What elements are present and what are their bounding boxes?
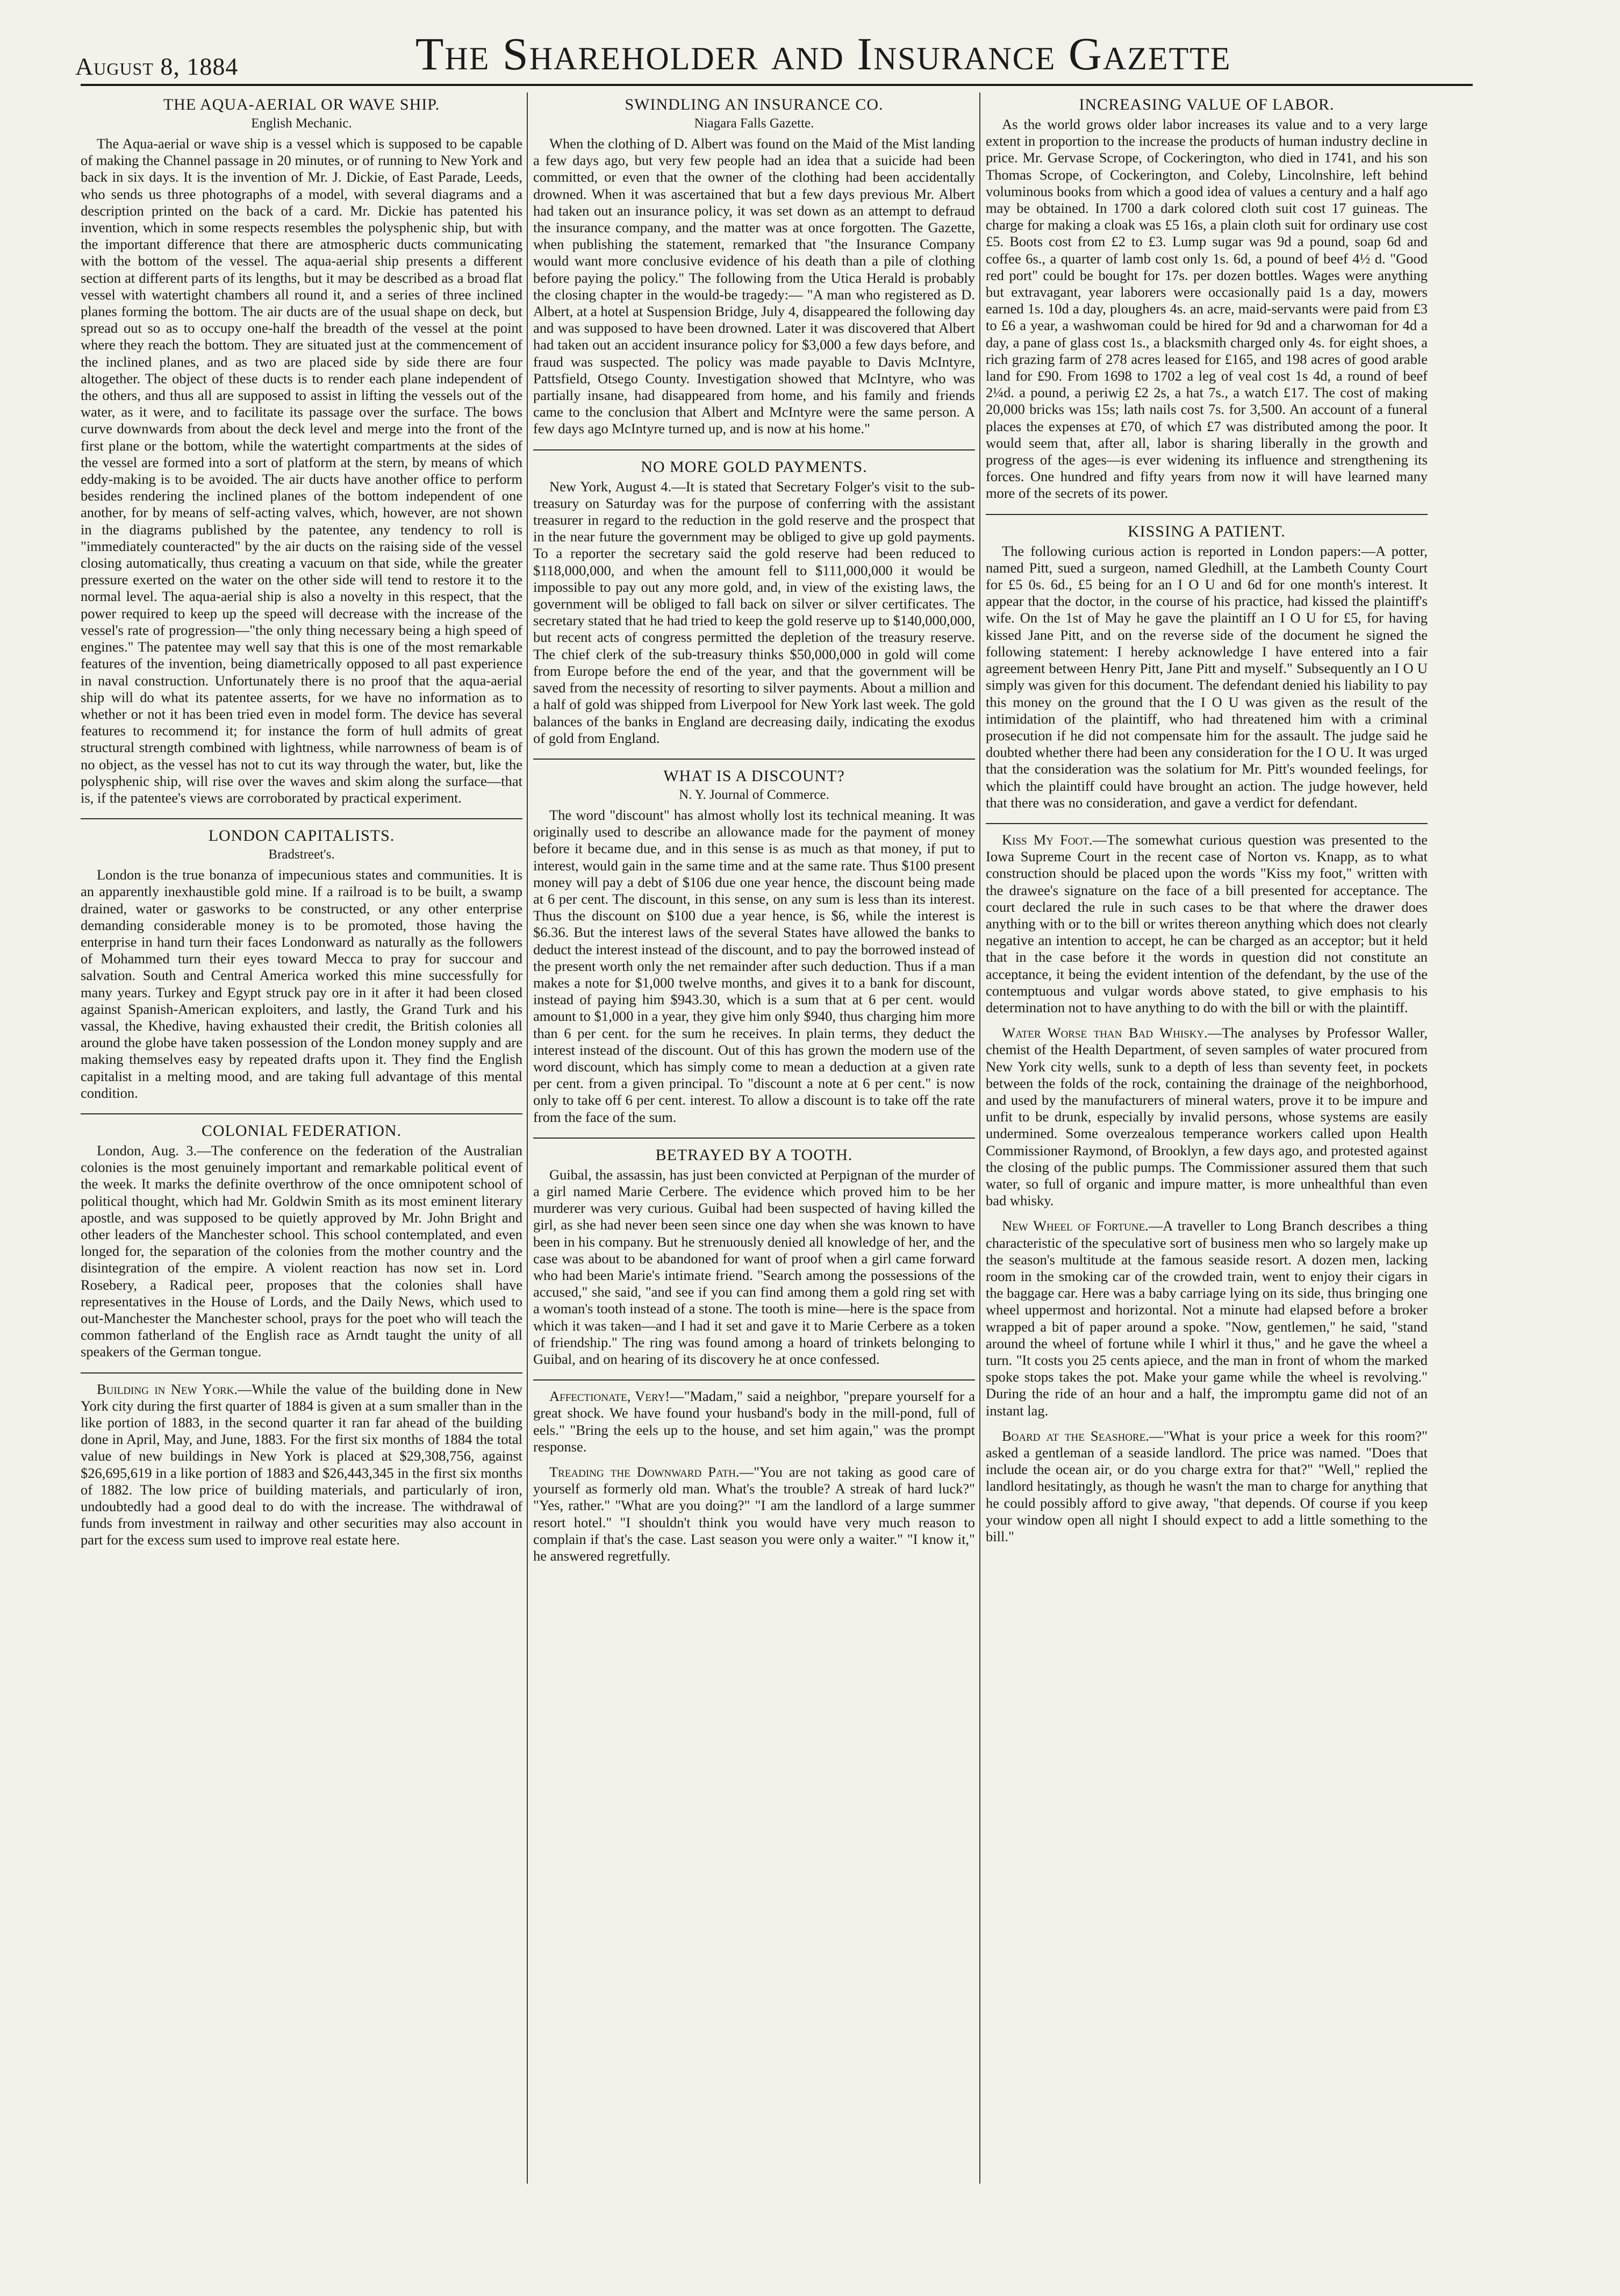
short-paragraph <box>986 832 1428 1016</box>
short-lead: Water Worse than Bad Whisky. <box>1002 1025 1208 1041</box>
article-colonial-federation <box>81 1122 522 1361</box>
article-source: Bradstreet's. <box>268 847 335 862</box>
short-kiss-my-foot <box>986 832 1428 1016</box>
article-london-capitalists <box>81 827 522 1101</box>
short-paragraph <box>986 1025 1428 1209</box>
article-title: COLONIAL FEDERATION. <box>201 1121 402 1140</box>
short-downward-path <box>533 1464 975 1564</box>
masthead <box>75 22 1473 81</box>
short-lead: Building in New York. <box>97 1381 238 1397</box>
article-body: Guibal, the assassin, has just been convicted at Perpignan of the murder of a girl named Marie Cerbere. The evidence which proved him to be her murderer was very curious. Guibal had been suspected of having killed the girl, as she had never been seen since one day when she was known to have been in his company. But he strenuously denied all knowledge of her, and the case was about to be abandoned for want of proof when a girl came forward who had been Marie's intimate friend. "Search among the possessions of the accused," she said, "and see if you can find among them a gold ring set with a woman's tooth instead of a stone. The tooth is mine—here is the space from which it was taken—and I had it set and gave it to Marie Cerbere as a token of friendship." The ring was found among a hoard of trinkets belonging to Guibal, and on hearing of its discovery he at once confessed. <box>533 1166 975 1367</box>
article-separator <box>533 1379 975 1381</box>
article-body: London, Aug. 3.—The conference on the federation of the Australian colonies is the most genuinely important and remarkable political event of the week. It marks the definite overthrow of the once omnipotent school of political thought, which had Mr. Goldwin Smith as its most eminent literary apostle, and was supposed to be quietly approved by Mr. John Bright and other leaders of the Manchester school. This school contemplated, and even longed for, the separation of the colonies from the mother country and the disintegration of the empire. A violent reaction has now set in. Lord Rosebery, a Radical peer, proposes that the colonies shall have representatives in the House of Lords, and the Daily News, which used to out-Manchester the Manchester school, prays for the poet who will teach the common fatherland of the English race as Arndt taught the unity of all speakers of the German tongue. <box>81 1142 522 1360</box>
short-lead: New Wheel of Fortune. <box>1002 1218 1149 1234</box>
article-wave-ship <box>81 96 522 806</box>
short-body: —A traveller to Long Branch describes a thing characteristic of the speculative sort of business men who so largely make up the season's multitude at the famous seaside resort. A dozen men, lacking room in the smoking car of the crowded train, went to enjoy their cigars in the baggage car. Here was a baby carriage lying on its side, thus bringing one wheel uppermost and horizontal. Not a minute had elapsed before a broker wrapped a bit of paper around a spoke. "Now, gentlemen," he said, "stand around the wheel of fortune while I whirl it thus," and he gave the wheel a turn. "It costs you 25 cents apiece, and the man in front of whom the marked spoke stops takes the pot. Make your game while the wheel is revolving." During the ride of an hour and a half, the impromptu game did not of an instant lag. <box>986 1218 1428 1419</box>
article-separator <box>986 514 1428 515</box>
article-discount <box>533 767 975 1126</box>
article-body: The word "discount" has almost wholly lost its technical meaning. It was originally used to describe an allowance made for the payment of money before it became due, and in this sense is as much as that money, if put to interest, would gain in the same time and at the same rate. Thus $100 present money will pay a debt of $106 due one year hence, the discount being made at 6 per cent. The discount, in this sense, on any sum is less than its interest. Thus the discount on $100 due a year hence, is $6, while the interest is $6.36. But the interest laws of the several States have allowed the banks to deduct the interest instead of the discount, and to pay the borrowed instead of the present worth only the net remainder after such deduction. Thus if a man makes a note for $1,000 twelve months, and gives it to a bank for discount, instead of paying him $943.30, which is a sum that at 6 per cent. would amount to $1,000 in a year, they give him only $940, thus charging him more than 6 per cent. for the sum he receives. In plain terms, they deduct the interest instead of the discount. Out of this has grown the modern use of the word discount, which has simply come to mean a deduction at a given rate per cent. from a given principal. To "discount a note at 6 per cent." is now only to take off 6 per cent. interest. To allow a discount is to take off the rate from the face of the sum. <box>533 806 975 1125</box>
short-paragraph <box>533 1388 975 1455</box>
article-body: The following curious action is reported in London papers:—A potter, named Pitt, sued a surgeon, named Gledhill, at the Lambeth County Court for £5 0s. 6d., £5 being for an I O U and 6d for one month's interest. It appear that the doctor, in the course of his practice, had kissed the plaintiff's wife. On the 1st of May he gave the plaintiff an I O U for £5, for having kissed Jane Pitt, and on the reverse side of the document he signed the following statement: I hereby acknowledge I have entered into a fair agreement between Henry Pitt, Jane Pitt and myself." Subsequently an I O U simply was given for this document. The defendant denied his liability to pay this money on the ground that the I O U was given as the result of the intimidation of the plaintiff, who had threatened him with a criminal prosecution if he did not compensate him for the assault. The judge said he doubted whether there had been any consideration for the I O U. It was urged that the consideration was the solatium for Mr. Pitt's wounded feelings, for which the plaintiff could have brought an action. The judge however, held that there was no consideration, and gave a verdict for defendant. <box>986 542 1428 811</box>
article-body: When the clothing of D. Albert was found on the Maid of the Mist landing a few days ago, but very few people had an idea that a suicide had been committed, or even that the owner of the clothing had been accidentally drowned. When it was ascertained that but a few days previous Mr. Albert had taken out an insurance policy, it was set down as an attempt to defraud the insurance company, and the matter was at once forgotten. The Gazette, when publishing the statement, remarked that "the Insurance Company would want more conclusive evidence of his death than a pile of clothing before paying the policy." The following from the Utica Herald is probably the closing chapter in the would-be tragedy:— "A man who registered as D. Albert, at a hotel at Suspension Bridge, July 4, disappeared the following day and was supposed to have been drowned. Later it was discovered that Albert had taken out an accident insurance policy for $3,000 a few days before, and fraud was suspected. The policy was made payable to Davis McIntyre, Pattsfield, Otsego County. Investigation showed that McIntyre, who was partially insane, had disappeared from home, and his family and friends came to the conclusion that Albert and McIntyre were the same person. A few days ago McIntyre turned up, and is now at his home." <box>533 135 975 437</box>
short-body: —While the value of the building done in New York city during the first quarter of 1884 is given at a sum smaller than in the like portion of 1883, in the second quarter it ran far ahead of the building done in April, May, and June, 1883. For the first six months of 1884 the total value of new buildings in New York is placed at $29,308,756, against $26,695,619 in a like portion of 1883 and $26,443,345 in the first six months of 1882. The low price of building materials, and particularly of iron, undoubtedly had a good deal to do with the increase. The withdrawal of funds from investment in railway and other securities may also account in part for the excess sum used to improve real estate here. <box>81 1381 522 1548</box>
article-source: English Mechanic. <box>251 116 352 131</box>
article-body: New York, August 4.—It is stated that Secretary Folger's visit to the sub-treasury on Saturday was for the purpose of conferring with the assistant treasurer in regard to the reduction in the gold reserve and the prospect that in the near future the government may be obliged to give up gold payments. To a reporter the secretary said the gold reserve had been reduced to $118,000,000, and when the amount fell to $111,000,000 it would be impossible to pay out any more gold, and, in view of the existing laws, the government will be obliged to fall back on silver or silver certificates. The secretary stated that he had tried to keep the gold reserve up to $140,000,000, but recent acts of congress permitted the depletion of the treasury reserve. The chief clerk of the sub-treasury thinks $50,000,000 in gold will come from Europe before the end of the year, and that the government will be saved from the necessity of resorting to silver payments. About a million and a half of gold was shipped from Liverpool for New York last week. The gold balances of the banks in England are decreasing daily, indicating the exodus of gold from England. <box>533 478 975 746</box>
article-title: SWINDLING AN INSURANCE CO. <box>625 96 884 113</box>
short-paragraph <box>986 1428 1428 1545</box>
article-body: The Aqua-aerial or wave ship is a vessel which is supposed to be capable of making the Channel passage in 20 minutes, or of running to New York and back in six days. It is the invention of Mr. J. Dickie, of East Parade, Leeds, who sends us three photographs of a model, with several diagrams and a description printed on the back of a card. Mr. Dickie has patented his invention, which in some respects resembles the polysphenic ship, but with the important difference that there are atmospheric ducts communicating with the bottom of the vessel. The aqua-aerial ship presents a different section at different parts of its lengths, but it may be described as a broad flat vessel with watertight chambers all round it, and a series of three inclined planes forming the bottom. The air ducts are of the usual shape on deck, but spread out so as to occupy one-half the breadth of the vessel at the point where they reach the bottom. They are situated just at the commencement of the inclined planes, and as two are placed side by side there are four altogether. The object of these ducts is to render each plane independent of the others, and thus all are supposed to assist in lifting the vessels out of the water, as it were, and to facilitate its passage over the surface. The bows curve downwards from about the deck level and merge into the front of the first plane or the bottom, while the watertight compartments at the sides of the vessel are formed into a sort of platform at the stern, by means of which eddy-making is to be avoided. The air ducts have another office to perform besides rendering the inclined planes of the bottom independent of one another, for by means of self-acting valves, which, however, are not shown in the diagrams published by the patentee, any tendency to roll is "immediately counteracted" by the air ducts on the raising side of the vessel closing automatically, thus creating a vacuum on that side, while the greater pressure exerted on the water on the other side will tend to restore it to the normal level. The aqua-aerial ship is also a novelty in this respect, that the power required to keep up the speed will decrease with the increase of the vessel's rate of progression—"the only thing necessary being a high speed of engines." The patentee may well say that this is one of the most remarkable features of the invention, being diametrically opposed to all past experience in naval construction. Unfortunately there is no proof that the aqua-aerial ship will do what its patentee asserts, for we have no information as to whether or not it has been tried even in model form. The device has several features to recommend it; for instance the form of hull admits of great structural strength combined with lightness, while narrowness of beam is of no object, as the vessel has not to cut its way through the water, but, like the polysphenic ship, will rise over the waves and skim along the surface—that is, if the patentee's views are corroborated by practical experiment. <box>81 135 522 806</box>
column-2 <box>533 92 975 2184</box>
column-3 <box>986 92 1428 2184</box>
article-separator <box>81 818 522 819</box>
short-body: —"What is your price a week for this room?" asked a gentleman of a seaside landlord. The price was named. "Does that include the ocean air, or do you charge extra for that?" "Well," replied the landlord hesitatingly, as though he wasn't the man to charge for anything that he could possibly afford to give away, "that depends. Of course if you keep your window open all night I should expect to add a little something to the bill." <box>986 1427 1428 1545</box>
short-paragraph <box>986 1218 1428 1419</box>
article-value-of-labor <box>986 96 1428 502</box>
issue-date: August 8, 1884 <box>75 53 239 80</box>
masthead-rule <box>81 84 1473 86</box>
article-separator <box>81 1372 522 1374</box>
column-1 <box>81 92 522 2184</box>
short-body: —The somewhat curious question was presented to the Iowa Supreme Court in the recent case of Norton vs. Knapp, as to what construction should be placed upon the words "Kiss my foot," written with the drawee's signature on the face of a bill presented for acceptance. The court declared the rule in such cases to be that where the drawer does anything with or to the bill or writes thereon anything which does not clearly negative an intention to accept, he can be charged as an acceptor; but it held that in the case before it the words in question did not constitute an acceptance, it being the evident intention of the defendant, by the use of the contemptuous and vulgar words above stated, to give emphasis to his determination not to have anything to do with the bill or with the plaintiff. <box>986 831 1428 1015</box>
article-title: LONDON CAPITALISTS. <box>208 827 395 845</box>
article-title: BETRAYED BY A TOOTH. <box>655 1146 853 1164</box>
article-title: THE AQUA-AERIAL OR WAVE SHIP. <box>163 96 440 113</box>
column-divider <box>527 92 528 2184</box>
article-separator <box>986 823 1428 824</box>
article-title: KISSING A PATIENT. <box>1128 522 1286 540</box>
article-body: As the world grows older labor increases its value and to a very large extent in proportion to the increase the products of human industry decline in price. Mr. Gervase Scrope, of Cockerington, who died in 1741, and his son Thomas Scrope, of Cockerington, and Coleby, Lincolnshire, left behind voluminous books from which a good idea of values a century and a half ago may be obtained. In 1700 a dark colored cloth suit cost 17 guineas. The charge for making a cloak was £5 16s, a plain cloth suit for ordinary use cost £5. Boots cost from £2 to £3. Lump sugar was 9d a pound, soap 6d and coffee 6s., a quarter of lamb cost only 1s. 6d, a pound of beef 4½ d. "Good red port" could be bought for 17s. per dozen bottles. Wages were anything but extravagant, year laborers were occasionally paid 1s a day, mowers earned 1s. 10d a day, ploughers 4s. an acre, maid-servants were paid from £3 to £6 a year, a washwoman could be hired for 9d and a charwoman for 4d a day, a pane of glass cost 1s., a blacksmith charged only 4s. for eight shoes, a rich grazing farm of 278 acres leased for £165, and 198 acres of good arable land for £90. From 1698 to 1702 a leg of veal cost 1s 4d, a round of beef 2¼d. a pound, a periwig £2 2s, a hat 7s., a watch £17. The cost of making 20,000 bricks was 15s; lath nails cost 7s. for 3,500. An account of a funeral places the expenses at £70, of which £7 was distributed among the poor. It would seem that, after all, labor is sharing liberally in the growth and progress of the ages—is ever widening its influence and strengthening its forces. One hundred and fifty years from now it will have learned many more of the secrets of its power. <box>986 116 1428 502</box>
newspaper-title: The Shareholder and Insurance Gazette <box>415 28 1231 80</box>
short-building-new-york <box>81 1381 522 1549</box>
article-kissing-patient <box>986 523 1428 811</box>
article-title: INCREASING VALUE OF LABOR. <box>1079 96 1335 113</box>
article-source: Niagara Falls Gazette. <box>694 116 814 131</box>
article-body: London is the true bonanza of impecunious states and communities. It is an apparently inexhaustible gold mine. If a railroad is to be built, a swamp drained, water or gasworks to be constructed, or any other enterprise demanding considerable money is to be promoted, those having the enterprise in hand turn their faces Londonward as naturally as the followers of Mohammed turn their eyes toward Mecca to pray for succour and salvation. South and Central America worked this mine successfully for many years. Turkey and Egypt struck pay ore in it after it had been closed against Spanish-American exploiters, and lastly, the Grand Turk and his vassal, the Khedive, having exhausted their credit, the British colonies all around the globe have taken possession of the London money supply and are making themselves easy by repeated drafts upon it. They find the English capitalist in a melting mood, and are taking full advantage of this mental condition. <box>81 867 522 1101</box>
short-affectionate <box>533 1388 975 1455</box>
short-water-worse <box>986 1025 1428 1209</box>
short-body: —"You are not taking as good care of yourself as formerly old man. What's the trouble? A streak of hard luck?" "Yes, rather." "What are you doing?" "I am the landlord of a large summer resort hotel." "I shouldn't think you would have very much reason to complain if that's the case. Last season you were only a waiter." "I know it," he answered regretfully. <box>533 1464 975 1564</box>
article-betrayed-tooth <box>533 1146 975 1368</box>
short-lead: Board at the Seashore. <box>1002 1427 1149 1444</box>
article-source: N. Y. Journal of Commerce. <box>679 787 829 802</box>
article-swindling-insurance <box>533 96 975 438</box>
article-separator <box>533 449 975 450</box>
article-separator <box>81 1113 522 1114</box>
short-body: —The analyses by Professor Waller, chemist of the Health Department, of seven samples of water procured from New York city wells, sunk to a depth of less than seventy feet, in pockets between the folds of the rock, containing the drainage of the neighborhood, and used by the manufacturers of mineral waters, prove it to be impure and unfit to be drunk, especially by invalid persons, whose systems are easily undermined. Some overzealous temperance workers called upon Health Commissioner Raymond, of Brooklyn, a few days ago, and protested against the closing of the public pumps. The Commissioner assured them that such water, so full of organic and impure matter, is more unhealthful than even bad whisky. <box>986 1025 1428 1209</box>
short-paragraph <box>81 1381 522 1549</box>
short-wheel-of-fortune <box>986 1218 1428 1419</box>
short-lead: Affectionate, Very! <box>549 1388 670 1405</box>
short-lead: Kiss My Foot. <box>1002 831 1093 848</box>
column-divider <box>979 92 980 2184</box>
short-paragraph <box>533 1464 975 1564</box>
article-title: WHAT IS A DISCOUNT? <box>663 767 845 785</box>
short-body: —"Madam," said a neighbor, "prepare yourself for a great shock. We have found your husband's body in the mill-pond, full of eels." "Bring the eels up to the house, and set him again," was the prompt response. <box>533 1388 975 1455</box>
short-lead: Treading the Downward Path. <box>549 1464 740 1480</box>
short-board-seashore <box>986 1428 1428 1545</box>
article-separator <box>533 1138 975 1139</box>
article-title: NO MORE GOLD PAYMENTS. <box>641 457 868 476</box>
article-gold-payments <box>533 458 975 747</box>
article-separator <box>533 759 975 760</box>
